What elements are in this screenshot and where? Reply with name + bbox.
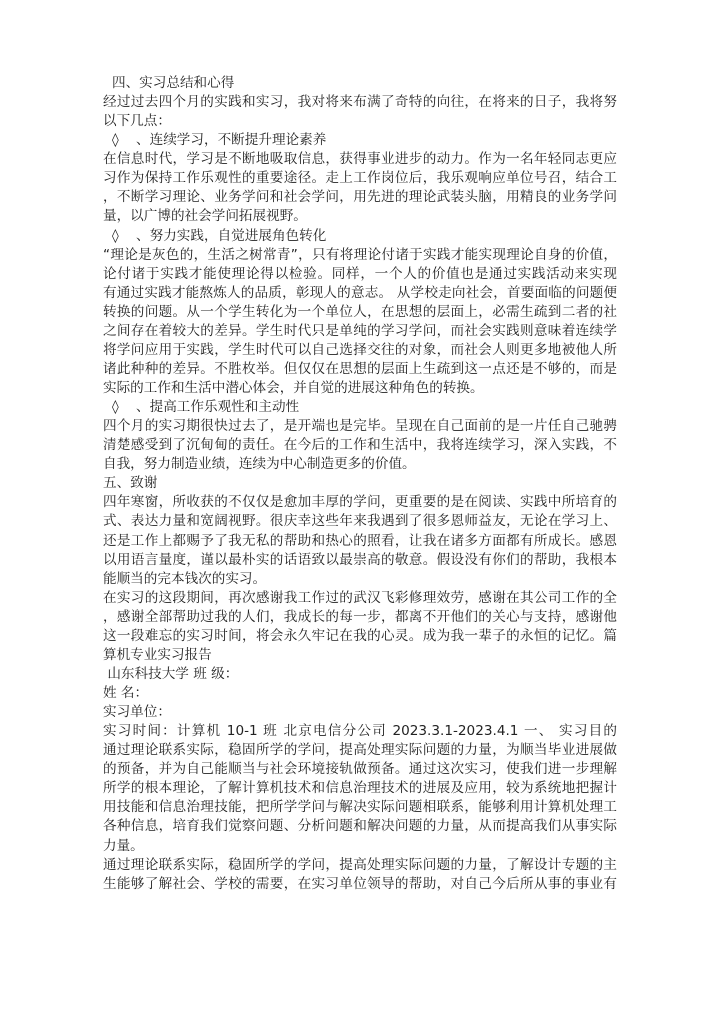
bullet-heading: ◊ 、提高工作乐观性和主动性 — [112, 399, 300, 416]
text-line: 之间存在着较大的差异。学生时代只是单纯的学习学问，而社会实践则意味着连续学 — [103, 322, 617, 339]
text-line: 这一段难忘的实习时间，将会永久牢记在我的心灵。成为我一辈子的永恒的记忆。篇 — [103, 627, 617, 644]
text-line: 将学问应用于实践，学生时代可以自己选择交往的对象，而社会人则更多地被他人所 — [103, 341, 617, 358]
text-line: 四年寒窗，所收获的不仅仅是愈加丰厚的学问，更重要的是在阅读、实践中所培育的 — [103, 494, 617, 511]
text-line: ，感谢全部帮助过我的人们，我成长的每一步，都离不开他们的关心与支持，感谢他 — [103, 608, 617, 625]
text-line: 在实习的这段期间，再次感谢我工作过的武汉飞彩修理效劳，感谢在其公司工作的全 — [103, 589, 617, 606]
text-line: 转换的问题。从一个学生转化为一个单位人，在思想的层面上，必需生疏到二者的社 — [103, 303, 617, 320]
text-line: 各种信息，培育我们觉察问题、分析问题和解决问题的力量，从而提高我们从事实际 — [103, 818, 617, 835]
text-line: 在信息时代，学习是不断地吸取信息，获得事业进步的动力。作为一名年轻同志更应 — [103, 151, 617, 168]
text-line: 四个月的实习期很快过去了，是开端也是完毕。呈现在自己面前的是一片任自己驰骋 — [103, 418, 617, 435]
text-line: 清楚感受到了沉甸甸的责任。在今后的工作和生活中，我将连续学习，深入实践，不 — [103, 437, 617, 454]
text-line: 经过过去四个月的实践和实习，我对将来布满了奇特的向往，在将来的日子，我将努 — [103, 94, 617, 111]
text-line: 有通过实践才能熬炼人的品质，彰现人的意志。 从学校走向社会，首要面临的问题便 — [103, 284, 617, 301]
text-line: 用技能和信息治理技能，把所学学问与解决实际问题相联系，能够利用计算机处理工 — [103, 799, 617, 816]
text-line: 实际的工作和生活中潜心体会，并自觉的进展这种角色的转换。 — [103, 380, 484, 396]
text-line: 还是工作上都赐予了我无私的帮助和热心的照看，让我在诸多方面都有所成长。感恩 — [103, 532, 617, 549]
text-line: 实习单位： — [103, 704, 171, 721]
text-line: ，不断学习理论、业务学问和社会学问，用先进的理论武装头脑，用精良的业务学问 — [103, 189, 617, 206]
text-line: 论付诸于实践才能使理论得以检验。同样，一个人的价值也是通过实践活动来实现 — [103, 265, 617, 282]
text-line: 习作为保持工作乐观性的重要途径。走上工作岗位后，我乐观响应单位号召，结合工 — [103, 170, 617, 187]
text-line: “理论是灰色的，生活之树常青”，只有将理论付诸于实践才能实现理论自身的价值， — [103, 246, 617, 263]
document-body — [103, 74, 617, 894]
text-line: 的预备，并为自己能顺当与社会环境接轨做预备。通过这次实习，使我们进一步理解 — [103, 761, 617, 778]
text-line: 以用语言量度，谨以最朴实的话语致以最崇高的敬意。假设没有你们的帮助，我根本 — [103, 551, 617, 568]
text-line: 姓 名： — [103, 685, 149, 701]
text-line: 五、致谢 — [103, 475, 158, 492]
text-line: 以下几点： — [103, 113, 171, 130]
text-line: 生能够了解社会、学校的需要，在实习单位领导的帮助，对自己今后所从事的事业有 — [103, 875, 617, 892]
text-line: 诸此种种的差异。不胜枚举。但仅仅在思想的层面上生疏到这一点还是不够的，而是 — [103, 360, 617, 377]
text-line: 算机专业实习报告 — [103, 646, 212, 663]
bullet-heading: ◊ 、连续学习，不断提升理论素养 — [112, 132, 327, 149]
text-line: 量，以广博的社会学问拓展视野。 — [103, 208, 307, 225]
text-line: 通过理论联系实际，稳固所学的学问，提高处理实际问题的力量，为顺当毕业进展做 — [103, 742, 617, 759]
text-line: 式、表达力量和宽阔视野。很庆幸这些年来我遇到了很多恩师益友，无论在学习上、 — [103, 513, 617, 530]
bullet-heading: ◊ 、努力实践，自觉进展角色转化 — [112, 227, 327, 244]
text-line: 四、实习总结和心得 — [112, 75, 235, 91]
text-line: 通过理论联系实际，稳固所学的学问，提高处理实际问题的力量，了解设计专题的主 — [103, 856, 617, 873]
text-line: 力量。 — [103, 837, 144, 854]
text-line: 山东科技大学 班 级： — [103, 665, 239, 682]
text-line: 实习时间：计算机 10-1 班 北京电信分公司 2023.3.1-2023.4.1 一、 实习目的 — [103, 723, 617, 740]
text-line: 所学的根本理论，了解计算机技术和信息治理技术的进展及应用，较为系统地把握计 — [103, 780, 617, 797]
text-line: 能顺当的完本钱次的实习。 — [103, 570, 267, 587]
text-line: 自我，努力制造业绩，连续为中心制造更多的价值。 — [103, 456, 416, 473]
